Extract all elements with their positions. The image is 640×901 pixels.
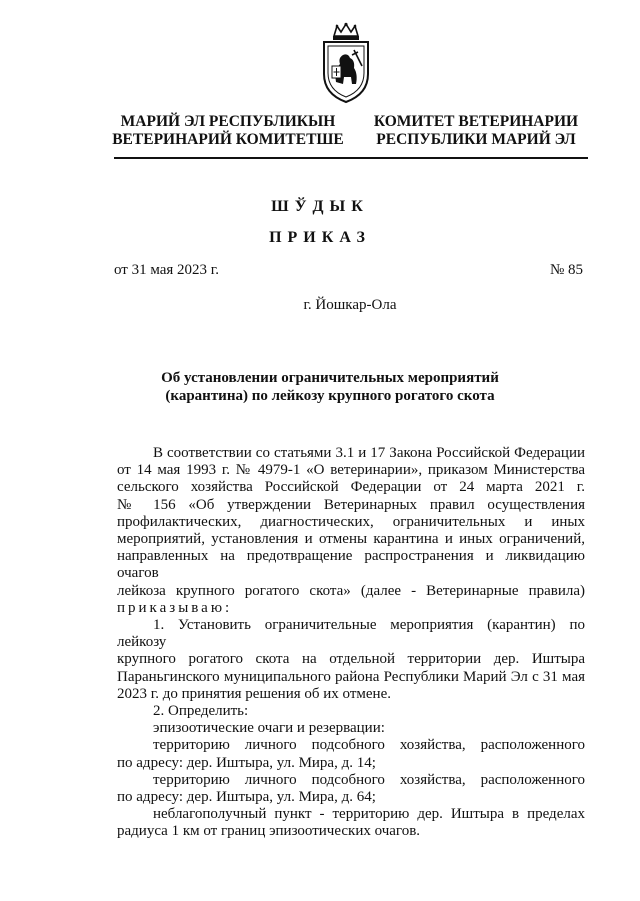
document-body [117,445,585,841]
preamble-line: профилактических, диагностических, ограничительных и иных [117,513,585,530]
unfavorable-point-line: неблагополучный пункт - территорию дер. Иштыра в пределах [153,806,585,823]
order-word: приказываю: [117,599,233,616]
preamble-line: лейкоза крупного рогатого скота» (далее - Ветеринарные правила) [117,582,585,599]
territory-2-line: территорию личного подсобного хозяйства, расположенного [153,771,585,788]
unfavorable-point-line: радиуса 1 км от границ эпизоотических очагов. [117,823,421,840]
territory-1-line: территорию личного подсобного хозяйства, расположенного [153,737,585,754]
subject-line-1: Об установлении ограничительных мероприятий [161,370,499,386]
org-name-mari-line1: МАРИЙ ЭЛ РЕСПУБЛИКЫН [120,113,336,130]
item-1-line: 1. Установить ограничительные мероприятия (карантин) по лейкозу [117,617,585,651]
coat-of-arms-icon [318,22,374,104]
item-1-line: Параньгинского муниципального района Республики Марий Эл с 31 мая [117,668,585,685]
org-name-mari [108,113,348,149]
item-2-subtitle: эпизоотические очаги и резервации: [153,720,385,737]
org-name-russian-line1: КОМИТЕТ ВЕТЕРИНАРИИ [373,113,579,130]
document-city: г. Йошкар-Ола [303,297,397,313]
preamble-line: мероприятий, установления и отмены карантина и иных ограничений, [117,531,585,548]
org-name-russian-line2: РЕСПУБЛИКИ МАРИЙ ЭЛ [376,131,576,148]
preamble-line: от 14 мая 1993 г. № 4979-1 «О ветеринарии», приказом Министерства [117,462,585,479]
territory-2-line: по адресу: дер. Иштыра, ул. Мира, д. 64; [117,789,376,806]
preamble-line: № 156 «Об утверждении Ветеринарных правил осуществления [117,496,585,513]
subject-line-2: (карантина) по лейкозу крупного рогатого скота [165,388,495,404]
item-2-title: 2. Определить: [153,703,249,720]
preamble-line: направленных на предотвращение распространения и ликвидацию очагов [117,548,585,582]
document-date: от 31 мая 2023 г. [114,262,220,278]
document-subject [140,369,520,405]
preamble-line: В соответствии со статьями 3.1 и 17 Закона Российской Федерации [153,445,585,461]
org-name-mari-line2: ВЕТЕРИНАРИЙ КОМИТЕТШЕ [112,131,344,148]
document-title-mari: ШЎДЫК [271,198,369,215]
preamble-line: сельского хозяйства Российской Федерации от 24 марта 2021 г. [117,479,585,496]
territory-1-line: по адресу: дер. Иштыра, ул. Мира, д. 14; [117,754,376,771]
document-title-russian: ПРИКАЗ [269,229,371,246]
org-name-russian [372,113,580,149]
item-1-line: крупного рогатого скота на отдельной территории дер. Иштыра [117,651,585,668]
item-1-line: 2023 г. до принятия решения об их отмене. [117,685,391,702]
document-number: № 85 [549,262,583,278]
header-divider [114,157,588,159]
